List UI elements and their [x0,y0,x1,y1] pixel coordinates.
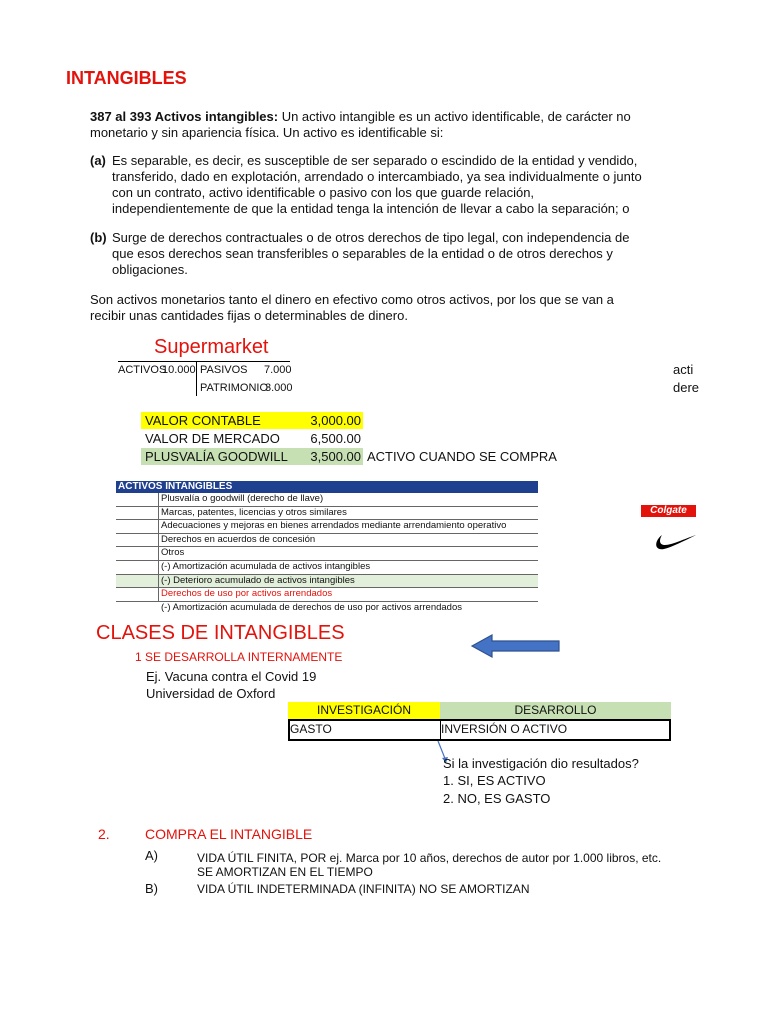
plusvalia-value: 3,500.00 [310,449,361,464]
ai-row-text: Plusvalía o goodwill (derecho de llave) [161,493,324,504]
investigacion-header: INVESTIGACIÓN [288,702,440,719]
table-row [116,547,538,561]
colgate-logo: Colgate [641,505,696,517]
clases-title: CLASES DE INTANGIBLES [96,622,345,644]
valor-contable-row [141,412,363,429]
side-text-2: dere [673,380,700,395]
nike-swoosh-logo [652,529,696,558]
desarrollo-header: DESARROLLO [440,702,671,719]
patrimonio-label: PATRIMONIO [200,382,269,394]
side-text-1: acti [673,362,694,377]
ai-row-text: Adecuaciones y mejoras en bienes arrendados mediante arrendamiento operativo [161,520,507,532]
page-title: INTANGIBLES [66,68,187,88]
valor-mercado-row [141,430,363,447]
valor-mercado-label: VALOR DE MERCADO [145,431,280,446]
t-account-top-line [118,361,290,362]
swoosh-icon [652,529,696,553]
section-number-2: 2. [98,826,110,842]
activo-compra-note: ACTIVO CUANDO SE COMPRA [367,449,557,464]
ai-row-text: Derechos de uso por activos arrendados [161,588,333,600]
item-a-text: Es separable, es decir, es susceptible de ser separado o escindido de la entidad y vendido, transferido, dado en explotación, arrendado o intercambiado, ya sea individualmente o junto con un contrato, activo identificable o pasivo con los que guarde relación, independientemente de que la entidad tenga la intención de llevar a cabo la separación; o [112,153,642,216]
intro-bold: 387 al 393 Activos intangibles: [90,109,279,124]
question-text: Si la investigación dio resultados? [443,756,639,771]
table-row [116,561,538,575]
investigacion-desarrollo-table [288,702,671,741]
plusvalia-row [141,448,363,465]
plusvalia-label: PLUSVALÍA GOODWILL [145,449,288,464]
intro-text: Un activo intangible es un activo identificable, de carácter no monetario y sin apariencia física. Un activo es identificable si: [90,109,631,140]
ai-row-text: (-) Deterioro acumulado de activos intangibles [161,574,355,586]
pasivos-value: 7.000 [264,364,292,376]
monetarios-paragraph: Son activos monetarios tanto el dinero en efectivo como otros activos, por los que se van a recibir unas cantidades fijas o determinables de dinero. [90,292,614,323]
ai-row-text: (-) Amortización acumulada de activos intangibles [161,560,371,572]
ejemplo-line-1: Ej. Vacuna contra el Covid 19 [146,669,317,684]
option-a-label: A) [145,848,158,863]
table-row [116,493,538,507]
table-row [116,507,538,521]
activos-value: 10.000 [162,364,196,376]
answer-1: 1. SI, ES ACTIVO [443,773,546,788]
table-row [116,520,538,534]
compra-title: COMPRA EL INTANGIBLE [145,826,313,842]
clases-sub1: 1 SE DESARROLLA INTERNAMENTE [135,650,343,664]
item-b-text: Surge de derechos contractuales o de otros derechos de tipo legal, con independencia de que esos derechos sean transferibles o separables de la entidad o de otros derechos y obligaciones. [112,230,630,277]
option-b-label: B) [145,881,158,896]
supermarket-title: Supermarket [154,336,269,358]
ai-table-header: ACTIVOS INTANGIBLES [116,481,538,493]
item-b-label: (b) [90,230,107,245]
table-row [116,575,538,589]
table-row [116,534,538,548]
activos-label: ACTIVOS [118,364,167,376]
valor-contable-label: VALOR CONTABLE [145,413,261,428]
item-a-label: (a) [90,153,106,168]
valor-mercado-value: 6,500.00 [310,431,361,446]
gasto-cell: GASTO [290,721,441,739]
intro-paragraph [90,109,650,141]
inversion-cell: INVERSIÓN O ACTIVO [441,722,568,736]
valor-contable-value: 3,000.00 [310,413,361,428]
option-b-text: VIDA ÚTIL INDETERMINADA (INFINITA) NO SE AMORTIZAN [197,882,530,896]
item-b [90,230,650,278]
patrimonio-value: 3.000 [265,382,293,394]
table-row [116,588,538,602]
t-account-divider [196,362,197,396]
answer-2: 2. NO, ES GASTO [443,791,551,806]
ai-row-text: Marcas, patentes, licencias y otros similares [161,506,347,518]
ejemplo-line-2: Universidad de Oxford [146,686,276,701]
activos-intangibles-table [116,481,538,614]
item-a [90,153,650,217]
ai-row-text: Derechos en acuerdos de concesión [161,533,316,545]
option-a-text: VIDA ÚTIL FINITA, POR ej. Marca por 10 años, derechos de autor por 1.000 libros, etc. SE AMORTIZAN EN EL TIEMPO [197,851,662,879]
ai-row-text: (-) Amortización acumulada de derechos de uso por activos arrendados [161,601,462,613]
ai-row-text: Otros [161,547,185,559]
pasivos-label: PASIVOS [200,364,248,376]
left-arrow-icon [470,633,562,664]
table-row [116,602,538,615]
